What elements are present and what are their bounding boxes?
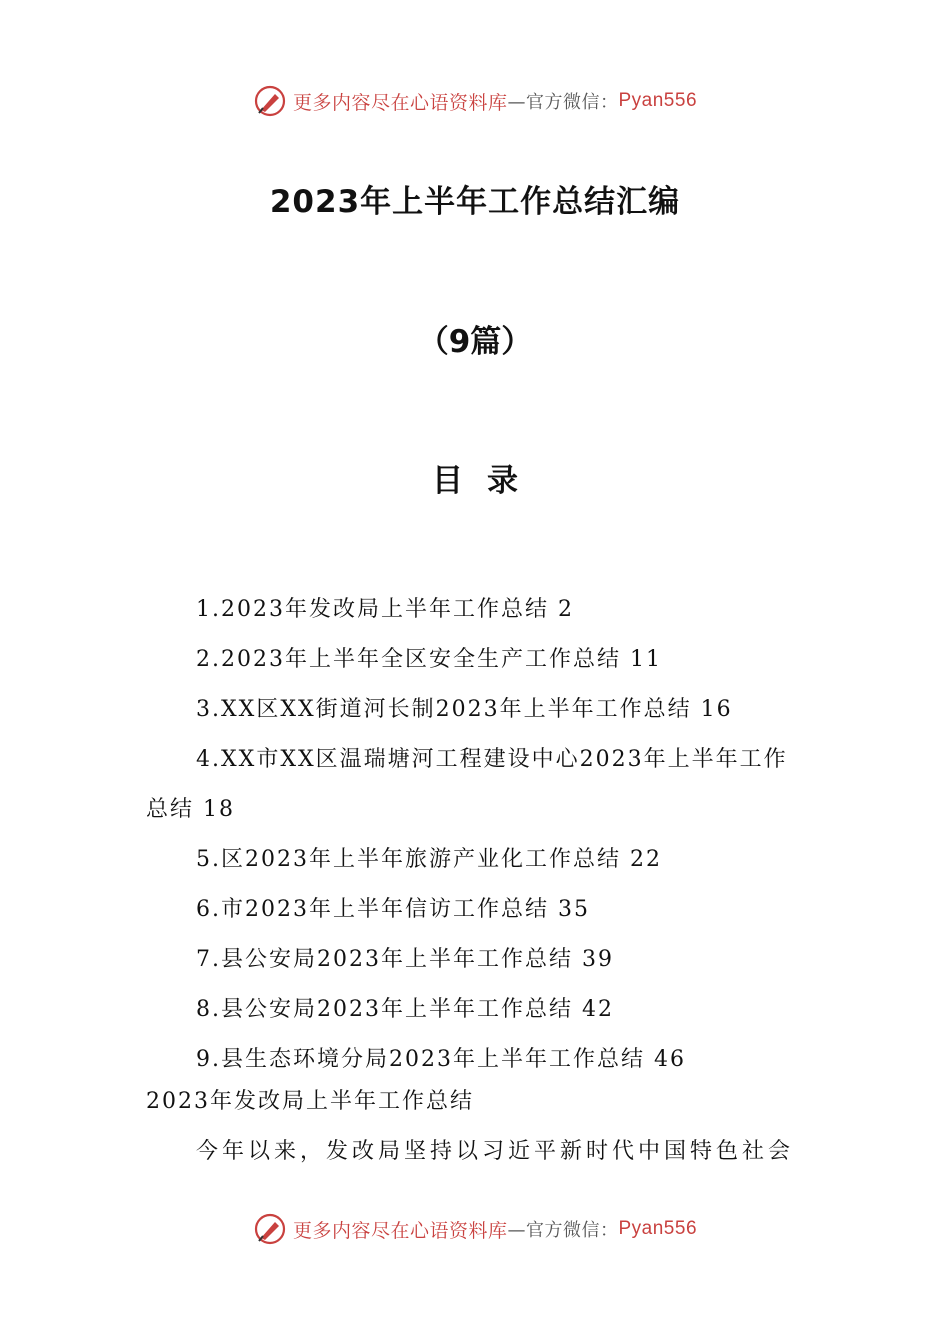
pen-nib-circle-icon bbox=[253, 1212, 287, 1246]
document-title: 2023年上半年工作总结汇编 bbox=[269, 184, 681, 220]
toc-item-5[interactable]: 5.区2023年上半年旅游产业化工作总结 22 bbox=[196, 847, 662, 872]
section-paragraph: 今年以来，发改局坚持以习近平新时代中国特色社会 bbox=[196, 1139, 795, 1164]
banner-brand-text: 更多内容尽在心语资料库 bbox=[292, 91, 508, 114]
banner-wechat-label: —官方微信： bbox=[507, 1220, 619, 1241]
toc-item-7[interactable]: 7.县公安局2023年上半年工作总结 39 bbox=[196, 947, 614, 972]
pen-nib-circle-icon bbox=[253, 84, 287, 118]
toc-item-2[interactable]: 2.2023年上半年全区安全生产工作总结 11 bbox=[196, 647, 662, 672]
banner-wechat-label: —官方微信： bbox=[507, 92, 619, 113]
toc-item-8[interactable]: 8.县公安局2023年上半年工作总结 42 bbox=[196, 997, 614, 1022]
footer-banner bbox=[0, 1212, 950, 1246]
banner-wechat-id: Pyan556 bbox=[618, 90, 698, 111]
toc-item-6[interactable]: 6.市2023年上半年信访工作总结 35 bbox=[196, 897, 590, 922]
banner-brand-text: 更多内容尽在心语资料库 bbox=[292, 1219, 508, 1242]
banner-wechat-id: Pyan556 bbox=[618, 1218, 698, 1239]
toc-item-1[interactable]: 1.2023年发改局上半年工作总结 2 bbox=[196, 597, 574, 622]
toc-item-3[interactable]: 3.XX区XX街道河长制2023年上半年工作总结 16 bbox=[196, 697, 733, 722]
document-subtitle: （9篇） bbox=[417, 324, 533, 360]
table-of-contents bbox=[146, 585, 810, 1085]
toc-item-9[interactable]: 9.县生态环境分局2023年上半年工作总结 46 bbox=[196, 1047, 686, 1072]
toc-heading: 目录 bbox=[432, 463, 542, 499]
header-banner bbox=[0, 84, 950, 118]
section-heading: 2023年发改局上半年工作总结 bbox=[146, 1089, 474, 1114]
toc-item-4[interactable]: 4.XX市XX区温瑞塘河工程建设中心2023年上半年工作总结 18 bbox=[146, 747, 788, 822]
